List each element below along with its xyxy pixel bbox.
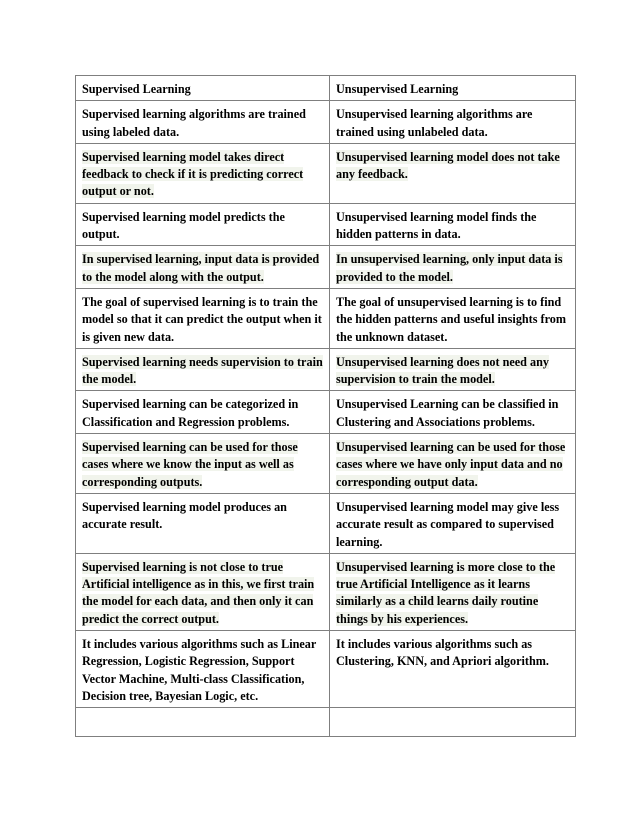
empty-cell xyxy=(330,708,576,737)
cell-supervised xyxy=(76,143,330,203)
table-row xyxy=(76,288,576,348)
cell-unsupervised xyxy=(330,348,576,391)
cell-unsupervised xyxy=(330,143,576,203)
cell-unsupervised-text: The goal of unsupervised learning is to find the hidden patterns and useful insights from the unknown dataset. xyxy=(336,294,567,344)
empty-cell xyxy=(76,708,330,737)
cell-supervised xyxy=(76,246,330,289)
cell-unsupervised xyxy=(330,434,576,494)
cell-supervised-text: Supervised learning can be used for those cases where we know the input as well as corresponding outputs. xyxy=(82,440,298,489)
cell-supervised-text: Supervised learning is not close to true Artificial intelligence as in this, we first train the model for each data, and then only it can predict the correct output. xyxy=(82,559,315,626)
table-row xyxy=(76,348,576,391)
cell-supervised xyxy=(76,493,330,553)
cell-supervised-text: Supervised learning algorithms are trained using labeled data. xyxy=(82,107,306,139)
cell-unsupervised xyxy=(330,391,576,434)
empty-table-row xyxy=(76,708,576,737)
comparison-table-body xyxy=(76,76,576,737)
cell-supervised xyxy=(76,101,330,144)
table-row xyxy=(76,493,576,553)
cell-supervised-text: Supervised learning model produces an accurate result. xyxy=(82,499,287,532)
table-row xyxy=(76,203,576,246)
header-unsupervised-text: Unsupervised Learning xyxy=(336,82,459,96)
cell-supervised xyxy=(76,288,330,348)
cell-supervised-text: It includes various algorithms such as Linear Regression, Logistic Regression, Support Vector Machine, Multi-class Classification, Decision tree, Bayesian Logic, etc. xyxy=(82,637,317,703)
cell-unsupervised-text: Unsupervised learning model does not take any feedback. xyxy=(336,149,560,182)
cell-unsupervised xyxy=(330,288,576,348)
cell-unsupervised-text: It includes various algorithms such as Clustering, KNN, and Apriori algorithm. xyxy=(336,637,549,669)
cell-supervised xyxy=(76,553,330,630)
cell-unsupervised-text: Unsupervised learning is more close to the true Artificial Intelligence as it learns similarly as a child learns daily routine things by his experiences. xyxy=(336,559,556,626)
cell-unsupervised xyxy=(330,631,576,708)
table-row xyxy=(76,246,576,289)
cell-supervised-text: The goal of supervised learning is to train the model so that it can predict the output when it is given new data. xyxy=(82,294,322,344)
cell-unsupervised xyxy=(330,246,576,289)
header-unsupervised xyxy=(330,76,576,101)
cell-supervised xyxy=(76,203,330,246)
cell-supervised-text: Supervised learning needs supervision to train the model. xyxy=(82,354,323,387)
cell-supervised xyxy=(76,434,330,494)
cell-unsupervised-text: Unsupervised learning can be used for those cases where we have only input data and no corresponding output data. xyxy=(336,440,566,489)
cell-supervised-text: Supervised learning model takes direct feedback to check if it is predicting correct output or not. xyxy=(82,149,304,199)
cell-unsupervised xyxy=(330,553,576,630)
cell-supervised xyxy=(76,631,330,708)
cell-unsupervised xyxy=(330,203,576,246)
cell-unsupervised-text: Unsupervised learning model may give less accurate result as compared to supervised learning. xyxy=(336,499,560,549)
cell-supervised xyxy=(76,348,330,391)
table-row xyxy=(76,631,576,708)
cell-supervised xyxy=(76,391,330,434)
cell-unsupervised-text: Unsupervised learning model finds the hidden patterns in data. xyxy=(336,209,537,242)
table-row xyxy=(76,143,576,203)
cell-supervised-text: In supervised learning, input data is provided to the model along with the output. xyxy=(82,252,320,284)
cell-unsupervised xyxy=(330,493,576,553)
table-row xyxy=(76,434,576,494)
cell-supervised-text: Supervised learning model predicts the output. xyxy=(82,209,285,242)
comparison-table xyxy=(75,75,576,737)
cell-supervised-text: Supervised learning can be categorized in Classification and Regression problems. xyxy=(82,397,299,429)
cell-unsupervised-text: Unsupervised Learning can be classified in Clustering and Associations problems. xyxy=(336,397,559,429)
table-row xyxy=(76,101,576,144)
cell-unsupervised-text: Unsupervised learning does not need any supervision to train the model. xyxy=(336,354,549,387)
table-row xyxy=(76,553,576,630)
table-row xyxy=(76,391,576,434)
header-supervised-text: Supervised Learning xyxy=(82,82,191,96)
table-header-row xyxy=(76,76,576,101)
cell-unsupervised-text: Unsupervised learning algorithms are trained using unlabeled data. xyxy=(336,107,533,139)
cell-unsupervised xyxy=(330,101,576,144)
cell-unsupervised-text: In unsupervised learning, only input data is provided to the model. xyxy=(336,252,563,284)
header-supervised xyxy=(76,76,330,101)
